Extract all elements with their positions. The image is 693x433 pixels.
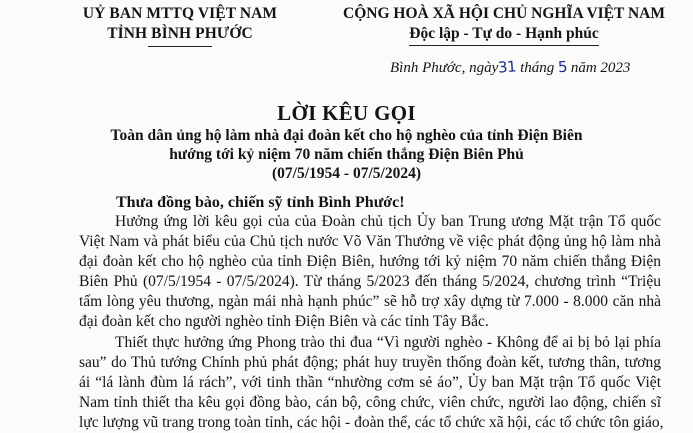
subtitle-line1: Toàn dân ủng hộ làm nhà đại đoàn kết cho hộ nghèo của tỉnh Điện Biên (110, 127, 583, 144)
body-line: đại đoàn kết cho hộ nghèo của tỉnh Điện Biên, hướng tới kỷ niệm 70 năm chiến thắng Điện (79, 253, 661, 271)
dateline (390, 57, 630, 78)
body-line: sau” do Thủ tướng Chính phủ phát động; phát huy truyền thống đoàn kết, tương thân, tương (79, 353, 661, 371)
document-subtitle (0, 126, 693, 183)
body-line: đại đoàn kết cho người nghèo tỉnh Điện Biên và các tỉnh Tây Bắc. (79, 313, 489, 331)
body-line: Nam tỉnh thiết tha kêu gọi đồng bào, cán bộ, công chức, viên chức, người lao động, chiến sĩ (79, 393, 661, 411)
paragraph-2 (79, 333, 664, 433)
issuing-organization (60, 4, 300, 47)
body-line: Việt Nam và phát biểu của Chủ tịch nước Võ Văn Thưởng về việc phát động ủng hộ làm nhà (79, 233, 661, 251)
body-line: tấm lòng yêu thương, ngàn mái nhà hạnh phúc” sẽ hỗ trợ xây dựng từ 7.000 - 8.000 căn nhà (79, 293, 661, 311)
dateline-prefix: Bình Phước, ngày (390, 60, 499, 76)
handwritten-day: 31 (497, 57, 517, 77)
dateline-month-label: tháng (520, 60, 555, 76)
paragraph-1 (79, 212, 661, 333)
subtitle-line2: hướng tới kỷ niệm 70 năm chiến thắng Điện Biên Phủ (169, 146, 524, 163)
body-line: Thiết thực hưởng ứng Phong trào thi đua “Vì người nghèo - Không để ai bị bỏ lại phía (115, 333, 661, 351)
document-title: LỜI KÊU GỌI (277, 101, 416, 125)
document-body (79, 212, 664, 433)
subtitle-line3: (07/5/1954 - 07/5/2024) (272, 165, 421, 182)
national-heading (318, 4, 690, 46)
greeting: Thưa đồng bào, chiến sỹ tỉnh Bình Phước! (116, 194, 405, 211)
org-name-line1: UỶ BAN MTTQ VIỆT NAM (82, 5, 278, 22)
org-name-line2: TỈNH BÌNH PHƯỚC (107, 25, 253, 42)
body-line: lực lượng vũ trang trong toàn tỉnh, các hội - đoàn thể, các tổ chức xã hội, các tổ chức tôn giáo, (79, 413, 664, 431)
body-line: Biên Phủ (07/5/1954 - 07/5/2024). Từ tháng 5/2023 đến tháng 5/2024, chương trình “Triệu (79, 273, 661, 291)
body-line: Hưởng ứng lời kêu gọi của của Đoàn chủ tịch Ủy ban Trung ương Mặt trận Tổ quốc (115, 213, 661, 230)
org-underline (148, 46, 212, 47)
national-name: CỘNG HOÀ XÃ HỘI CHỦ NGHĨA VIỆT NAM (343, 5, 665, 22)
handwritten-month: 5 (557, 57, 568, 77)
dateline-year: năm 2023 (570, 60, 631, 76)
national-motto: Độc lập - Tự do - Hạnh phúc (409, 24, 598, 46)
body-line: ái “lá lành đùm lá rách”, với tinh thần “nhường cơm sẻ áo”, Ủy ban Mặt trận Tổ quốc Việt (79, 373, 661, 391)
